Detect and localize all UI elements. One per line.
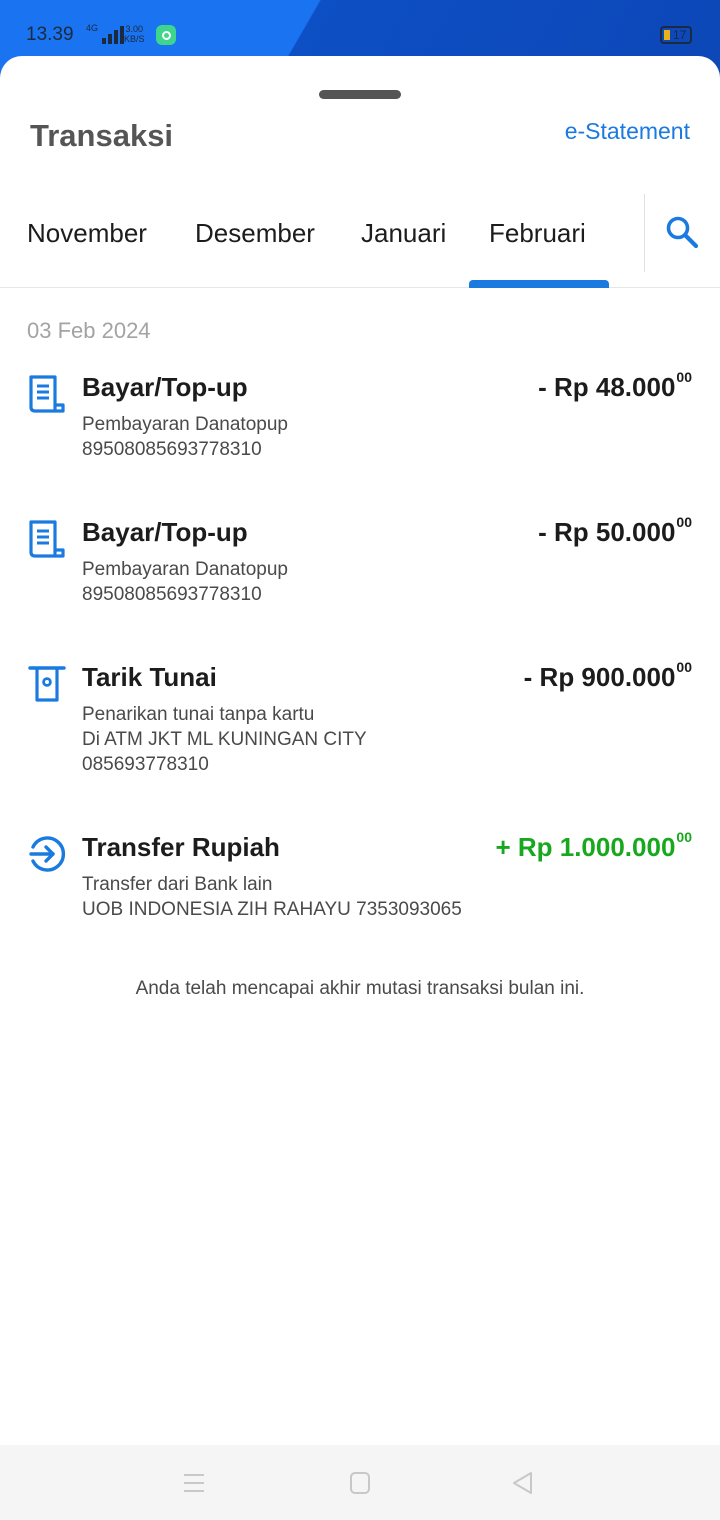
tab-januari[interactable]: Januari xyxy=(361,218,447,248)
transaction-detail: Penarikan tunai tanpa kartu xyxy=(82,704,315,725)
tab-november[interactable]: November xyxy=(27,218,147,248)
page-title: Transaksi xyxy=(30,118,174,153)
network-type-label: 4G xyxy=(86,23,99,33)
network-speed-value: 3.00 xyxy=(125,24,144,34)
status-time: 13.39 xyxy=(26,24,74,45)
transaction-amount: + Rp 1.000.000$^{00}$ xyxy=(495,829,692,862)
network-speed xyxy=(124,24,145,44)
menu-icon xyxy=(181,1471,207,1495)
network-speed-unit: KB/S xyxy=(124,34,145,44)
battery-level: 17 xyxy=(673,28,687,42)
transaction-detail: 89508085693778310 xyxy=(82,439,262,460)
transaction-item[interactable] xyxy=(0,829,720,932)
transaction-cents: 00 xyxy=(676,369,692,386)
tab-februari[interactable]: Februari xyxy=(489,218,586,248)
estatement-link[interactable]: e-Statement xyxy=(564,118,690,144)
transaction-amount: - Rp 900.000$^{00}$ xyxy=(523,659,692,692)
back-triangle-icon xyxy=(510,1471,536,1495)
transaction-title: Bayar/Top-up xyxy=(82,517,248,547)
transaction-title: Bayar/Top-up xyxy=(82,372,248,402)
transaction-amount: - Rp 48.000$^{00}$ xyxy=(538,369,692,402)
end-of-list-note: Anda telah mencapai akhir mutasi transaksi bulan ini. xyxy=(135,978,585,999)
transaction-detail: Di ATM JKT ML KUNINGAN CITY xyxy=(82,729,367,750)
signal-icon xyxy=(86,24,124,44)
notification-app-icon xyxy=(156,25,176,45)
atm-withdraw-icon xyxy=(28,664,66,704)
receipt-icon xyxy=(28,374,66,414)
transaction-title: Transfer Rupiah xyxy=(82,832,280,862)
menu-button[interactable] xyxy=(181,1471,207,1495)
system-nav-bar xyxy=(0,1445,720,1520)
active-tab-indicator xyxy=(469,280,609,288)
home-square-icon xyxy=(347,1471,373,1495)
receipt-icon xyxy=(28,519,66,559)
transactions-sheet xyxy=(0,56,720,1445)
transaction-item[interactable] xyxy=(0,659,720,787)
transaction-cents: 00 xyxy=(676,659,692,676)
transaction-detail: Pembayaran Danatopup xyxy=(82,414,288,435)
transaction-detail: UOB INDONESIA ZIH RAHAYU 7353093065 xyxy=(82,899,462,920)
home-button[interactable] xyxy=(347,1471,373,1495)
back-button[interactable] xyxy=(510,1471,536,1495)
search-icon xyxy=(664,214,700,250)
transaction-item[interactable] xyxy=(0,369,720,472)
tab-desember[interactable]: Desember xyxy=(195,218,315,248)
transaction-cents: 00 xyxy=(676,829,692,846)
sheet-drag-handle[interactable] xyxy=(319,90,401,99)
tabs-divider xyxy=(644,194,645,272)
transaction-amount: - Rp 50.000$^{00}$ xyxy=(538,514,692,547)
transfer-in-icon xyxy=(28,834,66,874)
month-tabs xyxy=(0,192,720,288)
transaction-item[interactable] xyxy=(0,514,720,617)
battery-icon xyxy=(660,26,692,44)
transaction-detail: Transfer dari Bank lain xyxy=(82,874,273,895)
date-header: 03 Feb 2024 xyxy=(27,318,151,343)
search-button[interactable] xyxy=(664,214,700,250)
transaction-detail: Pembayaran Danatopup xyxy=(82,559,288,580)
transaction-title: Tarik Tunai xyxy=(82,662,217,692)
transaction-detail: 085693778310 xyxy=(82,754,209,775)
transaction-detail: 89508085693778310 xyxy=(82,584,262,605)
transaction-cents: 00 xyxy=(676,514,692,531)
